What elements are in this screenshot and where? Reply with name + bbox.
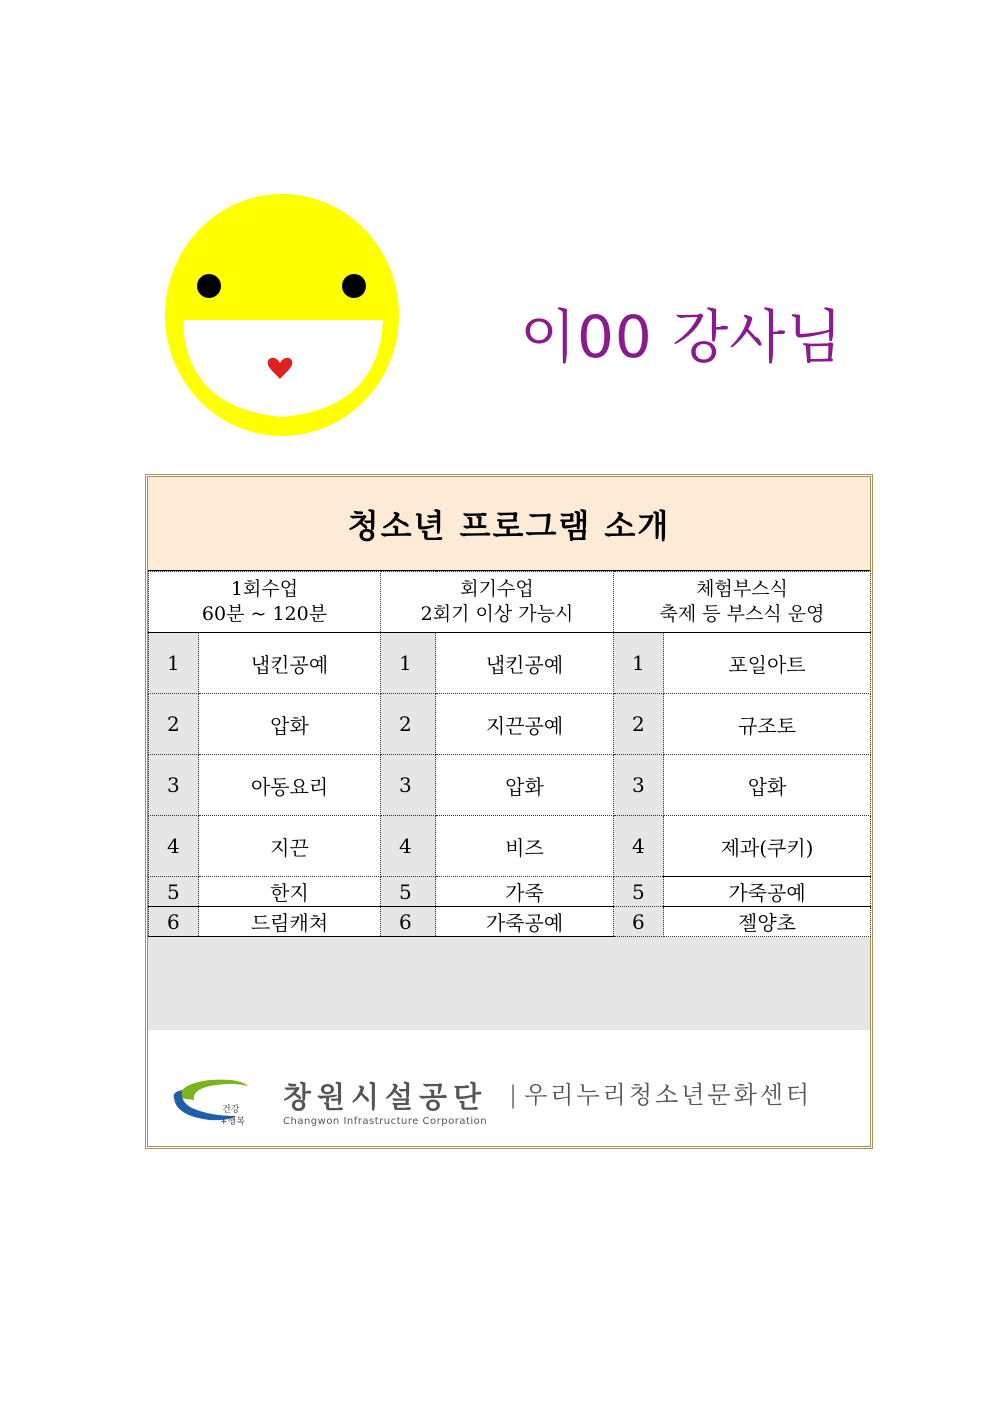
separator: | <box>509 1081 521 1109</box>
changwon-emblem-icon <box>170 1076 260 1132</box>
row-number: 6 <box>614 907 664 937</box>
program-item: 압화 <box>199 694 381 755</box>
table-row <box>149 877 871 907</box>
row-number: 2 <box>614 694 664 755</box>
row-number: 1 <box>614 633 664 694</box>
row-number: 1 <box>149 633 199 694</box>
program-table <box>148 571 871 937</box>
program-item: 지끈공예 <box>436 694 614 755</box>
row-number: 2 <box>149 694 199 755</box>
program-item: 가죽공예 <box>436 907 614 937</box>
row-number: 5 <box>149 877 199 907</box>
table-row <box>149 907 871 937</box>
program-grid <box>148 571 870 1030</box>
program-item: 가죽공예 <box>664 877 871 907</box>
teacher-name: 이00 강사님 <box>520 303 844 371</box>
column-header-single: 1회수업 60분 ~ 120분 <box>149 572 381 633</box>
center-name <box>509 1075 812 1110</box>
program-item: 젤양초 <box>664 907 871 937</box>
row-number: 1 <box>381 633 436 694</box>
program-item: 한지 <box>199 877 381 907</box>
row-number: 3 <box>614 755 664 816</box>
table-header-row <box>149 572 871 633</box>
svg-text:건강: 건강 <box>222 1105 240 1115</box>
column-header-session: 회기수업 2회기 이상 가능시 <box>381 572 614 633</box>
row-number: 4 <box>381 816 436 877</box>
program-card <box>145 474 873 1149</box>
program-item: 압화 <box>436 755 614 816</box>
row-number: 6 <box>149 907 199 937</box>
table-row <box>149 633 871 694</box>
row-number: 6 <box>381 907 436 937</box>
program-item: 냅킨공예 <box>199 633 381 694</box>
program-item: 냅킨공예 <box>436 633 614 694</box>
smiley-face-icon <box>163 193 403 438</box>
program-item: 드림캐쳐 <box>199 907 381 937</box>
row-number: 3 <box>381 755 436 816</box>
row-number: 3 <box>149 755 199 816</box>
row-number: 4 <box>149 816 199 877</box>
organization-name <box>283 1075 487 1127</box>
program-item: 가죽 <box>436 877 614 907</box>
program-item: 규조토 <box>664 694 871 755</box>
program-item: 지끈 <box>199 816 381 877</box>
row-number: 2 <box>381 694 436 755</box>
table-row <box>149 816 871 877</box>
column-header-booth: 체험부스식 축제 등 부스식 운영 <box>614 572 871 633</box>
program-title-box <box>148 477 870 571</box>
org-name-korean: 창원시설공단 <box>283 1080 488 1114</box>
row-number: 5 <box>381 877 436 907</box>
program-item: 포일아트 <box>664 633 871 694</box>
table-row <box>149 694 871 755</box>
program-item: 비즈 <box>436 816 614 877</box>
program-item: 제과(쿠키) <box>664 816 871 877</box>
table-row <box>149 755 871 816</box>
program-title: 청소년 프로그램 소개 <box>347 506 671 545</box>
org-name-english: Changwon Infrastructure Corporation <box>283 1116 488 1127</box>
footer-logo-area <box>148 1030 870 1146</box>
svg-text:+행복: +행복 <box>220 1117 245 1127</box>
row-number: 5 <box>614 877 664 907</box>
row-number: 4 <box>614 816 664 877</box>
program-item: 아동요리 <box>199 755 381 816</box>
center-name-text: 우리누리청소년문화센터 <box>524 1081 813 1109</box>
program-item: 압화 <box>664 755 871 816</box>
